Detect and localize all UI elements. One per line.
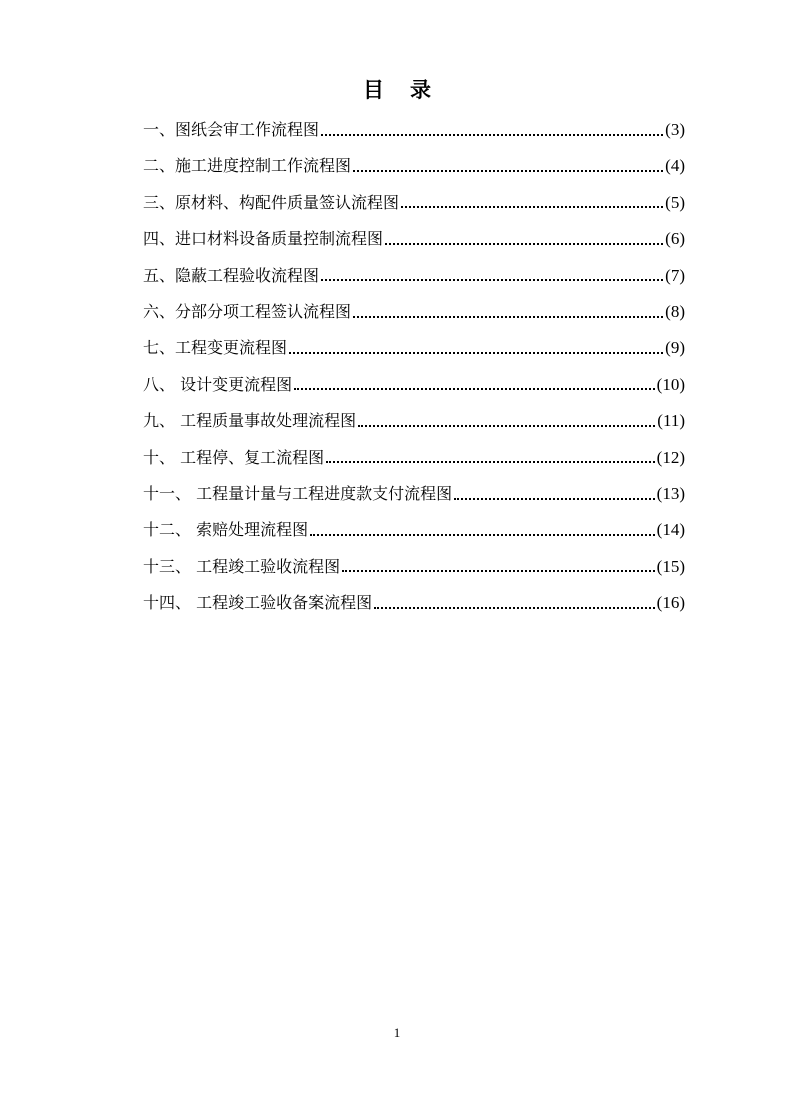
toc-entry-page: (7) — [665, 265, 685, 285]
toc-dot-leader — [358, 424, 655, 427]
toc-dot-leader — [374, 606, 655, 609]
toc-entry[interactable] — [143, 227, 685, 263]
toc-dot-leader — [353, 315, 663, 318]
toc-dot-leader — [321, 278, 663, 281]
toc-entry-label: 十二、 索赔处理流程图 — [143, 520, 309, 540]
table-of-contents — [143, 118, 685, 627]
toc-entry-label: 五、隐蔽工程验收流程图 — [143, 265, 320, 285]
toc-entry-label: 十三、 工程竣工验收流程图 — [143, 556, 341, 576]
toc-entry-page: (13) — [656, 483, 685, 503]
toc-dot-leader — [385, 242, 663, 245]
toc-entry-label: 四、进口材料设备质量控制流程图 — [143, 229, 384, 249]
toc-entry-page: (6) — [665, 229, 685, 249]
toc-dot-leader — [454, 497, 655, 500]
toc-dot-leader — [326, 460, 655, 463]
toc-entry-label: 八、 设计变更流程图 — [143, 374, 293, 394]
toc-entry-page: (14) — [656, 520, 685, 540]
toc-dot-leader — [321, 133, 663, 136]
toc-entry-label: 十四、 工程竣工验收备案流程图 — [143, 593, 373, 613]
toc-entry-page: (15) — [656, 556, 685, 576]
toc-entry[interactable] — [143, 264, 685, 300]
toc-entry[interactable] — [143, 373, 685, 409]
toc-entry[interactable] — [143, 555, 685, 591]
toc-entry-page: (8) — [665, 301, 685, 321]
toc-dot-leader — [401, 205, 663, 208]
toc-dot-leader — [289, 351, 663, 354]
toc-entry-label: 三、原材料、构配件质量签认流程图 — [143, 192, 400, 212]
toc-entry[interactable] — [143, 482, 685, 518]
toc-dot-leader — [310, 533, 655, 536]
toc-entry-label: 二、施工进度控制工作流程图 — [143, 156, 352, 176]
toc-entry[interactable] — [143, 191, 685, 227]
toc-dot-leader — [353, 169, 663, 172]
toc-entry-label: 十、 工程停、复工流程图 — [143, 447, 325, 467]
toc-entry-page: (3) — [665, 120, 685, 139]
toc-entry-label: 一、图纸会审工作流程图 — [143, 120, 320, 139]
toc-entry[interactable] — [143, 409, 685, 445]
toc-entry-label: 七、工程变更流程图 — [143, 338, 288, 358]
toc-entry[interactable] — [143, 154, 685, 190]
toc-entry[interactable] — [143, 118, 685, 154]
toc-entry[interactable] — [143, 518, 685, 554]
toc-entry-page: (9) — [665, 338, 685, 358]
toc-entry[interactable] — [143, 446, 685, 482]
toc-entry-page: (12) — [656, 447, 685, 467]
toc-entry-page: (10) — [656, 374, 685, 394]
toc-entry[interactable] — [143, 336, 685, 372]
toc-dot-leader — [294, 387, 655, 390]
toc-entry-page: (5) — [665, 192, 685, 212]
toc-entry[interactable] — [143, 300, 685, 336]
toc-entry-page: (4) — [665, 156, 685, 176]
toc-entry[interactable] — [143, 591, 685, 627]
toc-entry-label: 六、分部分项工程签认流程图 — [143, 301, 352, 321]
toc-dot-leader — [342, 569, 655, 572]
toc-entry-page: (11) — [657, 411, 685, 431]
toc-entry-label: 九、 工程质量事故处理流程图 — [143, 411, 357, 431]
toc-entry-label: 十一、 工程量计量与工程进度款支付流程图 — [143, 483, 453, 503]
toc-entry-page: (16) — [656, 593, 685, 613]
toc-title: 目录 — [363, 77, 457, 102]
page-number: 1 — [393, 1025, 401, 1040]
